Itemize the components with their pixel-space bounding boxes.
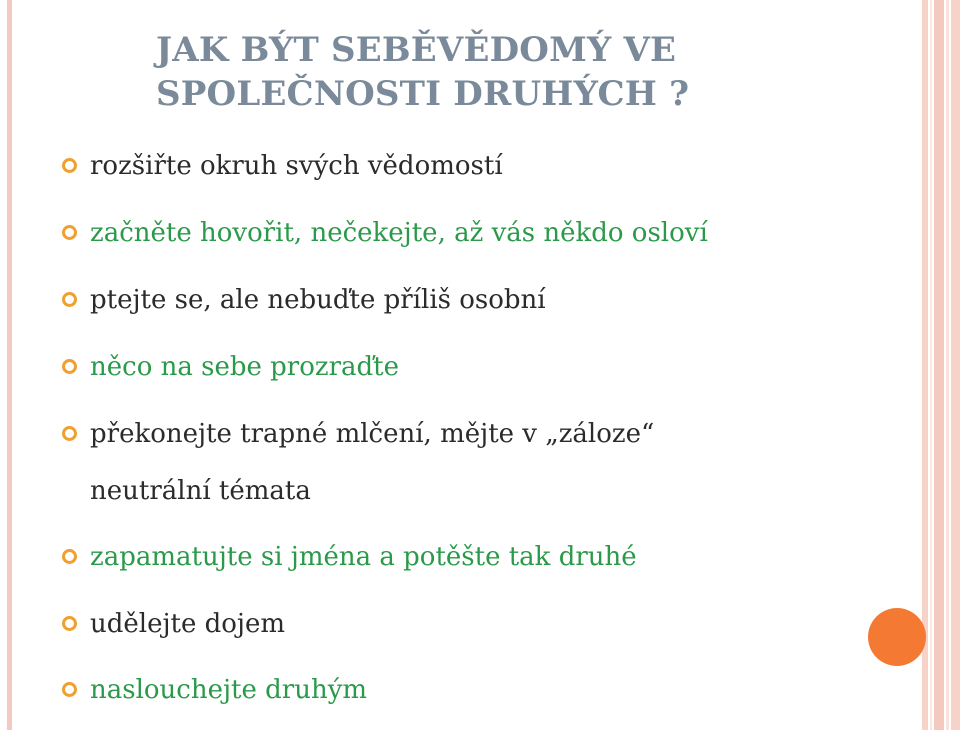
list-item <box>62 146 892 186</box>
slide-title-line-1: JAK BÝT SEBĚVĚDOMÝ VE <box>156 30 677 70</box>
ring-bullet-icon <box>62 359 77 374</box>
list-item <box>62 604 892 644</box>
list-item-text: naslouchejte druhým <box>90 675 368 705</box>
ring-bullet-icon <box>62 292 77 307</box>
ring-bullet-icon <box>62 549 77 564</box>
right-decor-stripe <box>930 0 932 730</box>
list-item-continuation <box>62 471 892 511</box>
ring-bullet-icon <box>62 426 77 441</box>
list-item-text: začněte hovořit, nečekejte, až vás někdo osloví <box>90 218 708 248</box>
list-item-text: udělejte dojem <box>90 609 286 639</box>
ring-bullet-icon <box>62 616 77 631</box>
ring-bullet-icon <box>62 682 77 697</box>
list-item <box>62 414 892 454</box>
ring-bullet-icon <box>62 158 77 173</box>
list-item <box>62 347 892 387</box>
slide-title-line-2: SPOLEČNOSTI DRUHÝCH ? <box>156 74 690 114</box>
right-decor-stripe <box>922 0 928 730</box>
right-decor-stripe <box>946 0 949 730</box>
right-decor-stripe <box>951 0 960 730</box>
list-item-text: překonejte trapné mlčení, mějte v „záloze“ <box>90 419 655 449</box>
list-item <box>62 280 892 320</box>
list-item-continuation-text: neutrální témata <box>90 476 311 506</box>
right-decor-stripe <box>934 0 944 730</box>
list-item-text: ptejte se, ale nebuďte příliš osobní <box>90 285 546 315</box>
list-item-text: něco na sebe prozraďte <box>90 352 399 382</box>
left-border-rule <box>7 0 12 730</box>
slide-title <box>156 28 856 116</box>
list-item <box>62 213 892 253</box>
ring-bullet-icon <box>62 225 77 240</box>
list-item <box>62 670 892 710</box>
list-item-text: rozšiřte okruh svých vědomostí <box>90 151 503 181</box>
list-item-text: zapamatujte si jména a potěšte tak druhé <box>90 542 637 572</box>
list-item <box>62 537 892 577</box>
